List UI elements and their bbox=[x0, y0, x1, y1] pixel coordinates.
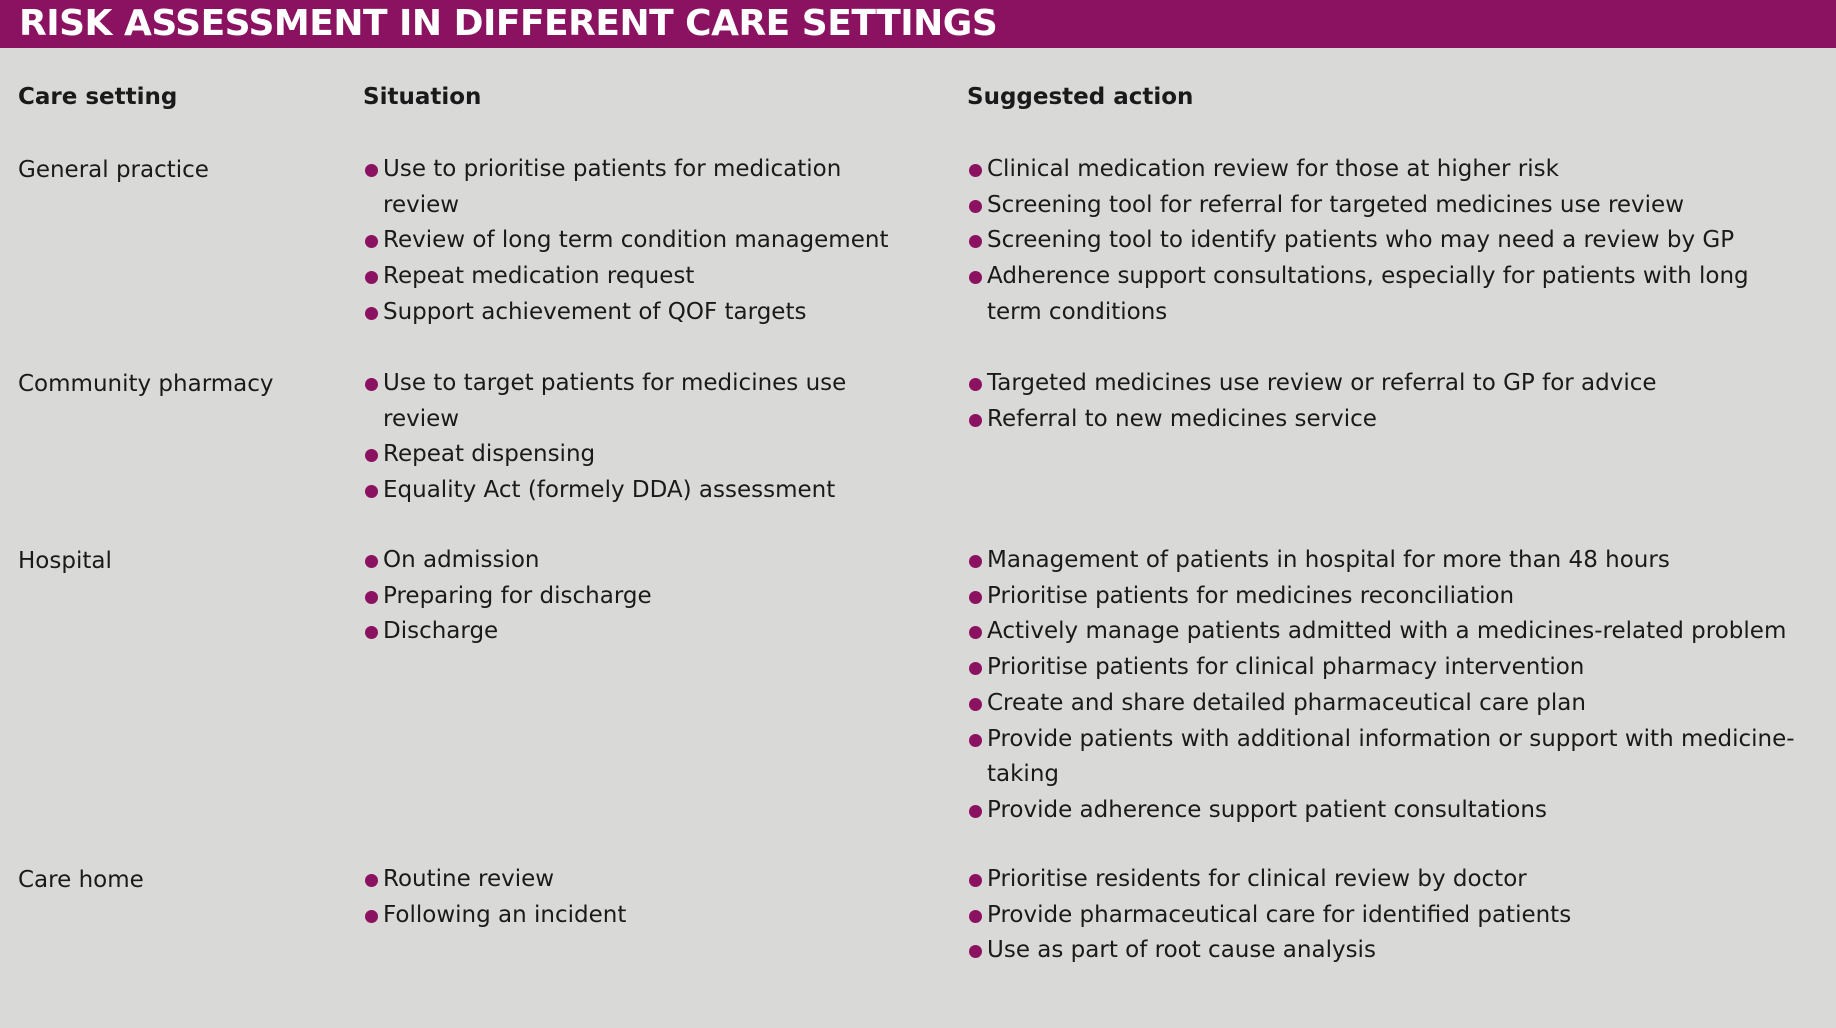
list-item: Following an incident bbox=[363, 898, 923, 934]
action-list bbox=[967, 366, 1807, 437]
action-list bbox=[967, 543, 1817, 829]
list-item: Adherence support consultations, especially for patients with long term conditions bbox=[967, 259, 1787, 330]
list-item: Management of patients in hospital for more than 48 hours bbox=[967, 543, 1817, 579]
header-suggested-action: Suggested action bbox=[967, 84, 1194, 110]
list-item: Support achievement of QOF targets bbox=[363, 295, 903, 331]
list-item: Targeted medicines use review or referral to GP for advice bbox=[967, 366, 1807, 402]
situation-list bbox=[363, 366, 903, 509]
care-setting-label: Care home bbox=[18, 867, 144, 893]
list-item: Create and share detailed pharmaceutical care plan bbox=[967, 686, 1817, 722]
situation-list bbox=[363, 152, 903, 331]
situation-list bbox=[363, 862, 923, 933]
list-item: On admission bbox=[363, 543, 923, 579]
care-setting-label: Hospital bbox=[18, 548, 112, 574]
list-item: Actively manage patients admitted with a medicines-related problem bbox=[967, 614, 1817, 650]
list-item: Equality Act (formely DDA) assessment bbox=[363, 473, 903, 509]
list-item: Repeat medication request bbox=[363, 259, 903, 295]
list-item: Prioritise residents for clinical review by doctor bbox=[967, 862, 1807, 898]
header-situation: Situation bbox=[363, 84, 482, 110]
list-item: Use to target patients for medicines use review bbox=[363, 366, 903, 437]
list-item: Prioritise patients for medicines reconciliation bbox=[967, 579, 1817, 615]
list-item: Preparing for discharge bbox=[363, 579, 923, 615]
list-item: Provide adherence support patient consultations bbox=[967, 793, 1817, 829]
list-item: Screening tool to identify patients who may need a review by GP bbox=[967, 223, 1787, 259]
list-item: Referral to new medicines service bbox=[967, 402, 1807, 438]
list-item: Screening tool for referral for targeted medicines use review bbox=[967, 188, 1787, 224]
list-item: Discharge bbox=[363, 614, 923, 650]
situation-list bbox=[363, 543, 923, 650]
care-setting-label: Community pharmacy bbox=[18, 371, 274, 397]
list-item: Provide pharmaceutical care for identified patients bbox=[967, 898, 1807, 934]
action-list bbox=[967, 152, 1787, 331]
title-bar bbox=[0, 0, 1836, 48]
list-item: Routine review bbox=[363, 862, 923, 898]
list-item: Use to prioritise patients for medication review bbox=[363, 152, 903, 223]
list-item: Review of long term condition management bbox=[363, 223, 903, 259]
list-item: Provide patients with additional information or support with medicine-taking bbox=[967, 722, 1817, 793]
care-setting-label: General practice bbox=[18, 157, 209, 183]
list-item: Prioritise patients for clinical pharmacy intervention bbox=[967, 650, 1817, 686]
list-item: Use as part of root cause analysis bbox=[967, 933, 1807, 969]
action-list bbox=[967, 862, 1807, 969]
header-care-setting: Care setting bbox=[18, 84, 178, 110]
list-item: Clinical medication review for those at higher risk bbox=[967, 152, 1787, 188]
page-title: RISK ASSESSMENT IN DIFFERENT CARE SETTINGS bbox=[19, 3, 998, 44]
list-item: Repeat dispensing bbox=[363, 437, 903, 473]
